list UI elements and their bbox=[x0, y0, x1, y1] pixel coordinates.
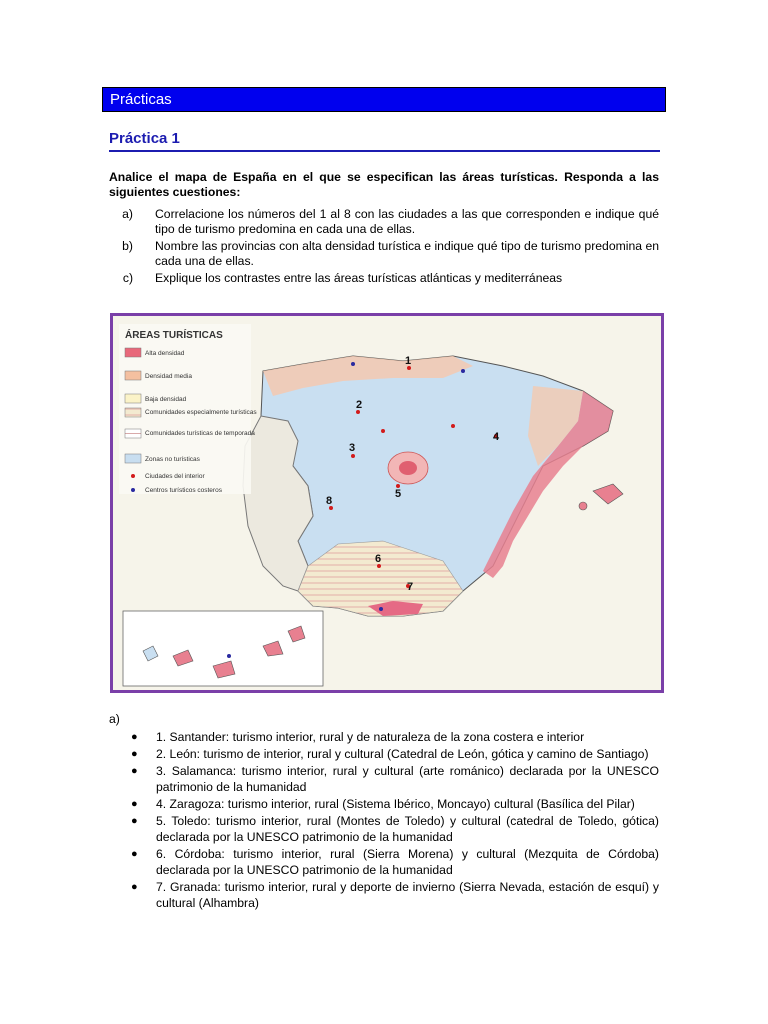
answer-text: 3. Salamanca: turismo interior, rural y cultural (arte románico) declarada por la UNESCO patrimonio de la humanidad bbox=[156, 764, 659, 794]
answer-item bbox=[109, 763, 659, 795]
legend-label: Centros turísticos costeros bbox=[145, 487, 222, 494]
answer-text: 6. Córdoba: turismo interior, rural (Sierra Morena) y cultural (Mezquita de Córdoba) declarada por la UNESCO patrimonio de la humanidad bbox=[156, 847, 659, 877]
legend-swatch-low bbox=[125, 394, 141, 403]
answer-text: 4. Zaragoza: turismo interior, rural (Sistema Ibérico, Moncayo) cultural (Basílica del Pilar) bbox=[156, 797, 635, 811]
map-number: 3 bbox=[349, 442, 356, 454]
legend-label: Baja densidad bbox=[145, 396, 187, 403]
map-number: 7 bbox=[407, 581, 414, 593]
coastal-dot bbox=[351, 362, 355, 366]
bullet-icon: ● bbox=[131, 815, 138, 827]
answer-text: 2. León: turismo de interior, rural y cultural (Catedral de León, gótica y camino de Santiago) bbox=[156, 747, 649, 761]
legend-swatch-medium bbox=[125, 371, 141, 380]
answer-section-label: a) bbox=[109, 712, 120, 726]
bullet-icon: ● bbox=[131, 798, 138, 810]
answer-item bbox=[109, 813, 659, 845]
question-label: b) bbox=[122, 239, 133, 253]
answer-text: 1. Santander: turismo interior, rural y de naturaleza de la zona costera e interior bbox=[156, 730, 585, 744]
map-number: 8 bbox=[326, 495, 333, 507]
legend-label: Alta densidad bbox=[145, 350, 185, 357]
bullet-icon: ● bbox=[131, 765, 138, 777]
question-item bbox=[109, 271, 659, 286]
legend-swatch-temporada bbox=[125, 429, 141, 438]
question-text: Nombre las provincias con alta densidad turística e indique qué tipo de turismo predomina en cada una de ellas. bbox=[155, 239, 659, 268]
answer-item bbox=[109, 746, 659, 762]
answer-text: 7. Granada: turismo interior, rural y deporte de invierno (Sierra Nevada, estación de esquí) y cultural (Alhambra) bbox=[156, 880, 659, 910]
madrid-core bbox=[399, 461, 417, 475]
map-number: 2 bbox=[356, 399, 363, 411]
legend-swatch-none bbox=[125, 454, 141, 463]
question-item bbox=[109, 207, 659, 237]
map-number: 6 bbox=[375, 553, 382, 565]
answer-item bbox=[109, 879, 659, 911]
question-label: c) bbox=[122, 271, 133, 285]
legend-label: Ciudades del interior bbox=[145, 473, 205, 480]
bullet-icon: ● bbox=[131, 748, 138, 760]
legend-swatch-especial bbox=[125, 408, 141, 417]
legend-dot-city bbox=[131, 474, 135, 478]
legend-swatch-high bbox=[125, 348, 141, 357]
city-dot bbox=[351, 454, 355, 458]
coastal-dot bbox=[461, 369, 465, 373]
legend-label: Comunidades especialmente turísticas bbox=[145, 409, 257, 416]
answer-item bbox=[109, 729, 659, 745]
banner-title: Prácticas bbox=[110, 91, 172, 108]
map-number: 4 bbox=[493, 431, 500, 443]
question-list bbox=[109, 207, 659, 288]
map-number: 5 bbox=[395, 488, 402, 500]
legend-label: Comunidades turísticas de temporada bbox=[145, 430, 255, 437]
practice-title: Práctica 1 bbox=[109, 130, 660, 152]
ibiza-island bbox=[579, 502, 587, 510]
question-text: Explique los contrastes entre las áreas turísticas atlánticas y mediterráneas bbox=[155, 271, 563, 285]
map-title: ÁREAS TURÍSTICAS bbox=[125, 330, 223, 341]
legend-dot-coast bbox=[131, 488, 135, 492]
tourism-map bbox=[110, 313, 664, 693]
bullet-icon: ● bbox=[131, 731, 138, 743]
legend-label: Densidad media bbox=[145, 373, 192, 380]
city-dot bbox=[451, 424, 455, 428]
intro-text: Analice el mapa de España en el que se especifican las áreas turísticas. Responda a las siguientes cuestiones: bbox=[109, 170, 659, 199]
question-label: a) bbox=[122, 207, 133, 221]
tourism-map-figure bbox=[113, 316, 661, 690]
coastal-dot bbox=[227, 654, 231, 658]
question-text: Correlacione los números del 1 al 8 con las ciudades a las que corresponden e indique qué tipo de turismo predomina en cada una de ellas. bbox=[155, 207, 659, 236]
answer-section bbox=[109, 711, 659, 912]
section-banner bbox=[102, 87, 666, 112]
bullet-icon: ● bbox=[131, 848, 138, 860]
bullet-icon: ● bbox=[131, 881, 138, 893]
city-dot bbox=[381, 429, 385, 433]
answer-item bbox=[109, 796, 659, 812]
question-item bbox=[109, 239, 659, 269]
legend-label: Zonas no turísticas bbox=[145, 456, 200, 463]
answer-item bbox=[109, 846, 659, 878]
coastal-dot bbox=[379, 607, 383, 611]
map-number: 1 bbox=[405, 355, 412, 367]
answer-text: 5. Toledo: turismo interior, rural (Montes de Toledo) y cultural (catedral de Toledo, gótica) declarada por la UNESCO patrimonio de la humanidad bbox=[156, 814, 659, 844]
